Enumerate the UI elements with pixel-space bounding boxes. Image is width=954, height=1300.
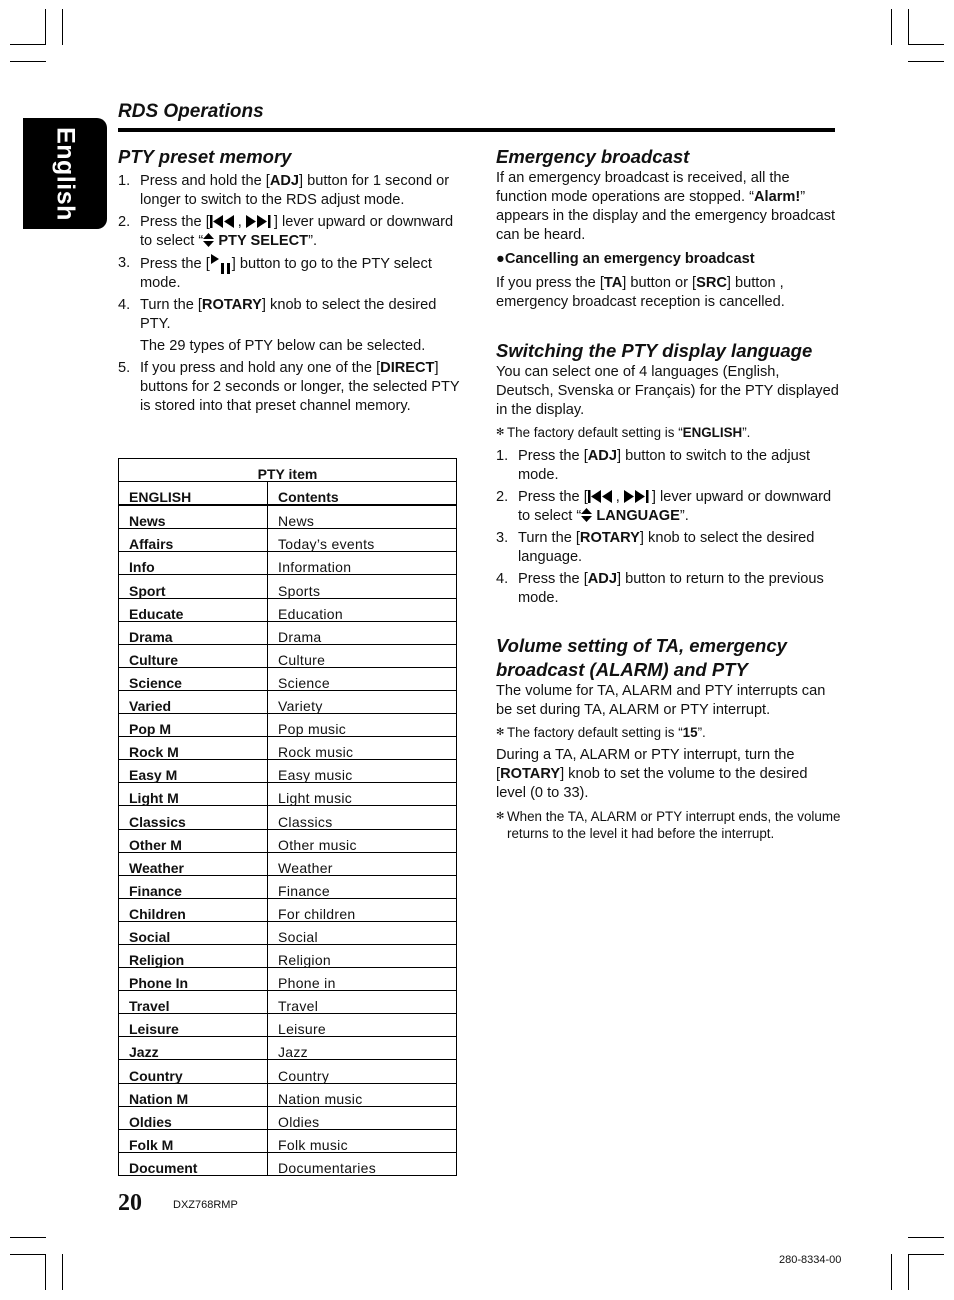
pty-name: Social bbox=[119, 921, 268, 944]
table-row bbox=[119, 598, 457, 621]
table-row bbox=[119, 898, 457, 921]
pty-name: Phone In bbox=[119, 968, 268, 991]
pty-content: Social bbox=[268, 921, 457, 944]
pty-content: Drama bbox=[268, 621, 457, 644]
pty-content: For children bbox=[268, 898, 457, 921]
pty-name: Light M bbox=[119, 783, 268, 806]
left-column bbox=[118, 145, 463, 416]
pty-name: Weather bbox=[119, 852, 268, 875]
pty-preset-steps bbox=[118, 172, 463, 416]
side-tab-label: English bbox=[51, 127, 80, 221]
table-row bbox=[119, 1060, 457, 1083]
language-steps bbox=[496, 447, 841, 608]
pty-step: 4. Turn the [ROTARY] knob to select the desired PTY. bbox=[118, 297, 437, 332]
pty-name: Oldies bbox=[119, 1106, 268, 1129]
language-heading: Switching the PTY display language bbox=[496, 340, 813, 361]
pty-content: Today’s events bbox=[268, 529, 457, 552]
pty-name: Children bbox=[119, 898, 268, 921]
skip-forward-icon bbox=[624, 489, 652, 505]
pty-col-header-contents: Contents bbox=[268, 482, 457, 506]
pty-name: News bbox=[119, 505, 268, 529]
volume-default-note: ✻ The factory default setting is “15”. bbox=[496, 724, 706, 740]
crop-mark bbox=[45, 9, 46, 45]
pty-name: Other M bbox=[119, 829, 268, 852]
table-row bbox=[119, 644, 457, 667]
pty-name: Jazz bbox=[119, 1037, 268, 1060]
pty-content: Phone in bbox=[268, 968, 457, 991]
table-row bbox=[119, 1083, 457, 1106]
crop-mark bbox=[908, 61, 944, 62]
pty-name: Document bbox=[119, 1152, 268, 1175]
model-number: DXZ768RMP bbox=[173, 1199, 238, 1211]
pty-content: Weather bbox=[268, 852, 457, 875]
skip-back-icon bbox=[210, 214, 238, 230]
section-divider bbox=[118, 128, 835, 132]
page-number: 20 bbox=[118, 1190, 142, 1216]
pty-name: Drama bbox=[119, 621, 268, 644]
pty-name: Leisure bbox=[119, 1014, 268, 1037]
pty-preset-heading: PTY preset memory bbox=[118, 146, 292, 167]
pty-content: Rock music bbox=[268, 737, 457, 760]
table-row bbox=[119, 1037, 457, 1060]
pty-name: Religion bbox=[119, 944, 268, 967]
pty-name: Culture bbox=[119, 644, 268, 667]
language-step: 4. Press the [ADJ] button to return to the previous mode. bbox=[496, 570, 824, 606]
table-row bbox=[119, 667, 457, 690]
section-title: RDS Operations bbox=[118, 101, 264, 122]
table-row bbox=[119, 1152, 457, 1175]
language-side-tab bbox=[23, 118, 107, 229]
table-row bbox=[119, 1129, 457, 1152]
pty-table bbox=[118, 458, 457, 1176]
table-row bbox=[119, 529, 457, 552]
pty-name: Rock M bbox=[119, 737, 268, 760]
crop-mark bbox=[45, 1254, 46, 1290]
pty-content: Sports bbox=[268, 575, 457, 598]
crop-mark bbox=[891, 1254, 892, 1290]
table-row bbox=[119, 737, 457, 760]
language-step: 3. Turn the [ROTARY] knob to select the desired language. bbox=[496, 529, 815, 565]
crop-mark bbox=[62, 1254, 63, 1290]
pty-content: News bbox=[268, 505, 457, 529]
table-row bbox=[119, 1106, 457, 1129]
pty-name: Science bbox=[119, 667, 268, 690]
pty-step: 2. Press the [ , ] lever upward or downward to select “ PTY SELECT”. bbox=[118, 214, 454, 249]
pty-content: Other music bbox=[268, 829, 457, 852]
pty-content: Folk music bbox=[268, 1129, 457, 1152]
table-row bbox=[119, 621, 457, 644]
pty-content: Nation music bbox=[268, 1083, 457, 1106]
table-row bbox=[119, 829, 457, 852]
table-row bbox=[119, 714, 457, 737]
pty-content: Science bbox=[268, 667, 457, 690]
pty-col-header-english: ENGLISH bbox=[119, 482, 268, 506]
document-number: 280-8334-00 bbox=[779, 1254, 842, 1266]
pty-name: Easy M bbox=[119, 760, 268, 783]
pty-step: The 29 types of PTY below can be selected. bbox=[140, 338, 426, 354]
pty-content: Classics bbox=[268, 806, 457, 829]
volume-body: The volume for TA, ALARM and PTY interrupts can be set during TA, ALARM or PTY interrupt. bbox=[496, 682, 826, 718]
pty-content: Culture bbox=[268, 644, 457, 667]
pty-content: Leisure bbox=[268, 1014, 457, 1037]
pty-content: Religion bbox=[268, 944, 457, 967]
pty-content: Travel bbox=[268, 991, 457, 1014]
language-default-note: ✻ The factory default setting is “ENGLISH”. bbox=[496, 425, 751, 440]
crop-mark bbox=[10, 1237, 46, 1238]
table-row bbox=[119, 783, 457, 806]
emergency-heading: Emergency broadcast bbox=[496, 146, 690, 167]
table-row bbox=[119, 575, 457, 598]
volume-heading: Volume setting of TA, emergency broadcast (ALARM) and PTY bbox=[496, 634, 787, 680]
crop-mark bbox=[10, 44, 46, 45]
language-step: 1. Press the [ADJ] button to switch to the adjust mode. bbox=[496, 447, 811, 483]
crop-mark bbox=[10, 61, 46, 62]
language-step: 2. Press the [ , ] lever upward or downward to select “ LANGUAGE”. bbox=[496, 488, 832, 524]
language-body: You can select one of 4 languages (English, Deutsch, Svenska or Français) for the PTY displayed in the display. bbox=[496, 364, 839, 418]
pty-content: Jazz bbox=[268, 1037, 457, 1060]
up-down-arrow-icon bbox=[581, 508, 592, 524]
bullet-icon: ● bbox=[496, 251, 505, 267]
crop-mark bbox=[62, 9, 63, 45]
table-row bbox=[119, 852, 457, 875]
table-row bbox=[119, 806, 457, 829]
pty-name: Country bbox=[119, 1060, 268, 1083]
volume-interrupt-note: ✻ When the TA, ALARM or PTY interrupt ends, the volume returns to the level it had before the interrupt. bbox=[496, 809, 841, 841]
table-row bbox=[119, 760, 457, 783]
crop-mark bbox=[908, 9, 909, 45]
pty-name: Varied bbox=[119, 690, 268, 713]
pty-name: Pop M bbox=[119, 714, 268, 737]
pty-content: Oldies bbox=[268, 1106, 457, 1129]
emergency-body: If an emergency broadcast is received, all the function mode operations are stopped. “Alarm!” appears in the display and the emergency broadcast can be heard. bbox=[496, 170, 836, 243]
pty-step: 5. If you press and hold any one of the [DIRECT] buttons for 2 seconds or longer, the selected PTY is stored into that preset channel memory. bbox=[118, 360, 460, 414]
pty-content: Easy music bbox=[268, 760, 457, 783]
pty-content: Country bbox=[268, 1060, 457, 1083]
pty-content: Education bbox=[268, 598, 457, 621]
pty-name: Finance bbox=[119, 875, 268, 898]
crop-mark bbox=[10, 1254, 46, 1255]
table-row bbox=[119, 505, 457, 529]
pty-name: Classics bbox=[119, 806, 268, 829]
crop-mark bbox=[891, 9, 892, 45]
table-row bbox=[119, 552, 457, 575]
pty-content: Information bbox=[268, 552, 457, 575]
crop-mark bbox=[908, 1254, 909, 1290]
up-down-arrow-icon bbox=[203, 233, 214, 249]
pty-content: Light music bbox=[268, 783, 457, 806]
right-column bbox=[496, 145, 841, 842]
cancel-emergency-body: If you press the [TA] button or [SRC] button , emergency broadcast reception is cancelled. bbox=[496, 275, 785, 310]
pty-name: Sport bbox=[119, 575, 268, 598]
table-row bbox=[119, 875, 457, 898]
crop-mark bbox=[908, 1254, 944, 1255]
table-row bbox=[119, 921, 457, 944]
table-row bbox=[119, 1014, 457, 1037]
pty-name: Travel bbox=[119, 991, 268, 1014]
skip-forward-icon bbox=[246, 214, 274, 230]
pty-step: 3. Press the [ ] button to go to the PTY select mode. bbox=[118, 255, 432, 291]
crop-mark bbox=[908, 1237, 944, 1238]
pty-table-title: PTY item bbox=[119, 459, 457, 482]
table-row bbox=[119, 690, 457, 713]
table-row bbox=[119, 968, 457, 991]
pty-name: Info bbox=[119, 552, 268, 575]
pty-content: Documentaries bbox=[268, 1152, 457, 1175]
pty-content: Finance bbox=[268, 875, 457, 898]
pty-name: Educate bbox=[119, 598, 268, 621]
pty-content: Variety bbox=[268, 690, 457, 713]
play-pause-icon bbox=[210, 256, 232, 272]
skip-back-icon bbox=[588, 489, 616, 505]
cancel-emergency-heading: ●Cancelling an emergency broadcast bbox=[496, 251, 755, 267]
pty-name: Nation M bbox=[119, 1083, 268, 1106]
pty-name: Affairs bbox=[119, 529, 268, 552]
volume-body-2: During a TA, ALARM or PTY interrupt, turn the [ROTARY] knob to set the volume to the desired level (0 to 33). bbox=[496, 747, 808, 801]
pty-content: Pop music bbox=[268, 714, 457, 737]
table-row bbox=[119, 944, 457, 967]
crop-mark bbox=[908, 44, 944, 45]
pty-name: Folk M bbox=[119, 1129, 268, 1152]
pty-step: 1. Press and hold the [ADJ] button for 1 second or longer to switch to the RDS adjust mode. bbox=[118, 173, 450, 208]
table-row bbox=[119, 991, 457, 1014]
